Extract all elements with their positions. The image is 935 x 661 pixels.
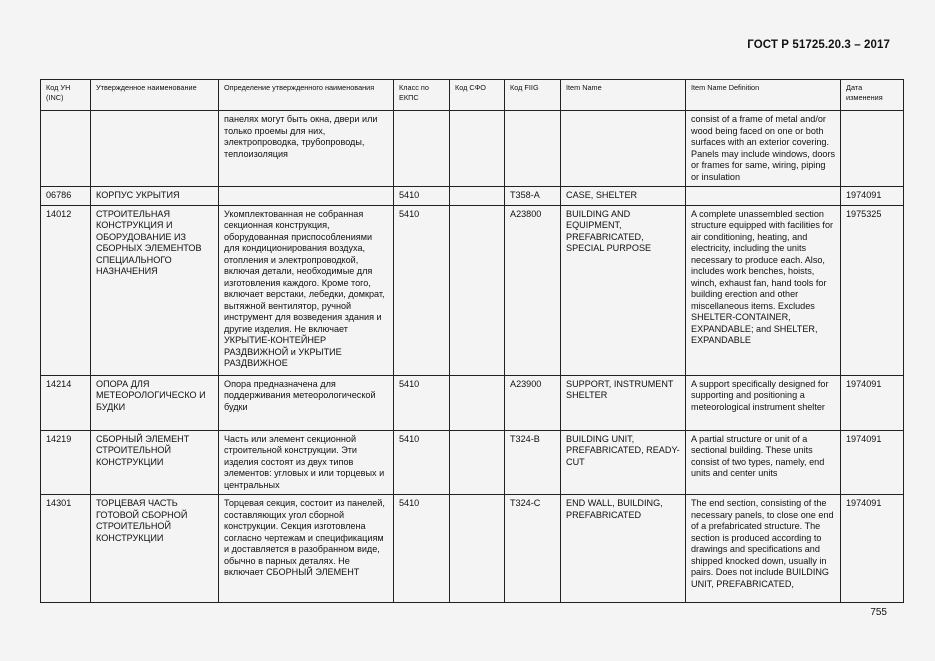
cell-definition-ru: Часть или элемент секционной строительной конструкции. Эти изделия состоят из двух типов элементов: угловых и или торцевых и центральных [219, 430, 394, 495]
cell-item-definition: A partial structure or unit of a sectional building. These units consist of two types, namely, end units and center units [686, 430, 841, 495]
cell-item-name: BUILDING AND EQUIPMENT, PREFABRICATED, SPECIAL PURPOSE [561, 205, 686, 375]
cell-date: 1974091 [841, 187, 904, 206]
cell-class: 5410 [394, 205, 450, 375]
col-header-date: Дата изменения [841, 80, 904, 111]
cell-inc: 14012 [41, 205, 91, 375]
cell-definition-ru [219, 187, 394, 206]
cell-date: 1975325 [841, 205, 904, 375]
cell-item-definition [686, 187, 841, 206]
cell-date: 1974091 [841, 495, 904, 603]
cell-inc: 14214 [41, 375, 91, 430]
cell-fiig: T324-B [505, 430, 561, 495]
table-row [41, 205, 904, 375]
table-header [41, 80, 904, 111]
cell-fiig: A23900 [505, 375, 561, 430]
cell-inc: 14219 [41, 430, 91, 495]
cell-definition-ru: Укомплектованная не собранная секционная конструкция, оборудованная приспособлениями для кондиционирования воздуха, отопления и электропроводкой, включая детали, необходимые для изготовления каждого. Кроме того, включает верстаки, лебедки, домкрат, вытяжной вентилятор, ручной инструмент для возведения здания и другие изделия. Не включает УКРЫТИЕ-КОНТЕЙНЕР РАЗДВИЖНОЙ и УКРЫТИЕ РАЗДВИЖНОЕ [219, 205, 394, 375]
col-header-item-name: Item Name [561, 80, 686, 111]
cell-definition-ru: Опора предназначена для поддерживания метеорологической будки [219, 375, 394, 430]
cell-class: 5410 [394, 495, 450, 603]
cell-name-ru: СБОРНЫЙ ЭЛЕМЕНТ СТРОИТЕЛЬНОЙ КОНСТРУКЦИИ [91, 430, 219, 495]
cell-item-name [561, 111, 686, 187]
cell-date [841, 111, 904, 187]
table-row [41, 430, 904, 495]
cell-item-name: SUPPORT, INSTRUMENT SHELTER [561, 375, 686, 430]
cell-date: 1974091 [841, 375, 904, 430]
cell-sfo [450, 205, 505, 375]
col-header-item-definition: Item Name Definition [686, 80, 841, 111]
cell-inc: 14301 [41, 495, 91, 603]
col-header-inc: Код УН (INC) [41, 80, 91, 111]
col-header-sfo: Код СФО [450, 80, 505, 111]
cell-name-ru [91, 111, 219, 187]
cell-definition-ru: Торцевая секция, состоит из панелей, составляющих угол сборной конструкции. Секция изготовлена согласно чертежам и спецификациям и доставляется в разобранном виде, обычно в парных деталях. Не включает СБОРНЫЙ ЭЛЕМЕНТ [219, 495, 394, 603]
cell-inc [41, 111, 91, 187]
cell-date: 1974091 [841, 430, 904, 495]
col-header-name-ru: Утвержденное наименование [91, 80, 219, 111]
cell-definition-ru: панелях могут быть окна, двери или только проемы для них, электропроводка, трубопроводы, теплоизоляция [219, 111, 394, 187]
table-row [41, 187, 904, 206]
col-header-class: Класс по ЕКПС [394, 80, 450, 111]
col-header-fiig: Код FIIG [505, 80, 561, 111]
cell-class: 5410 [394, 375, 450, 430]
cell-item-name: BUILDING UNIT, PREFABRICATED, READY-CUT [561, 430, 686, 495]
cell-fiig: T358-A [505, 187, 561, 206]
cell-class [394, 111, 450, 187]
cell-class: 5410 [394, 430, 450, 495]
cell-item-name: CASE, SHELTER [561, 187, 686, 206]
cell-item-definition: A support specifically designed for supporting and positioning a meteorological instrument shelter [686, 375, 841, 430]
cell-sfo [450, 495, 505, 603]
cell-name-ru: СТРОИТЕЛЬНАЯ КОНСТРУКЦИЯ И ОБОРУДОВАНИЕ ИЗ СБОРНЫХ ЭЛЕМЕНТОВ СПЕЦИАЛЬНОГО НАЗНАЧЕНИЯ [91, 205, 219, 375]
cell-name-ru: КОРПУС УКРЫТИЯ [91, 187, 219, 206]
cell-sfo [450, 111, 505, 187]
cell-name-ru: ОПОРА ДЛЯ МЕТЕОРОЛОГИЧЕСКО И БУДКИ [91, 375, 219, 430]
cell-fiig: T324-C [505, 495, 561, 603]
cell-item-definition: The end section, consisting of the necessary panels, to close one end of a prefabricated structure. The section is produced according to drawings and specifications and shipped knocked down, usually in pairs. Does not include BUILDING UNIT, PREFABRICATED, [686, 495, 841, 603]
cell-item-definition: A complete unassembled section structure equipped with facilities for air conditioning, heating, and electricity, including the units necessary to produce each. Also, includes work benches, hoists, winch, exhaust fan, hand tools for building erection and other miscellaneous items. Excludes SHELTER-CONTAINER, EXPANDABLE; and SHELTER, EXPANDABLE [686, 205, 841, 375]
col-header-definition-ru: Определение утвержденного наименования [219, 80, 394, 111]
cell-name-ru: ТОРЦЕВАЯ ЧАСТЬ ГОТОВОЙ СБОРНОЙ СТРОИТЕЛЬНОЙ КОНСТРУКЦИИ [91, 495, 219, 603]
cell-class: 5410 [394, 187, 450, 206]
cell-fiig: A23800 [505, 205, 561, 375]
cell-item-definition: consist of a frame of metal and/or wood being faced on one or both surfaces with an exterior covering. Panels may include windows, doors or frames for same, wiring, piping or insulation [686, 111, 841, 187]
table-row [41, 111, 904, 187]
table-row [41, 495, 904, 603]
document-code: ГОСТ Р 51725.20.3 – 2017 [747, 39, 890, 51]
cell-item-name: END WALL, BUILDING, PREFABRICATED [561, 495, 686, 603]
catalog-table [40, 79, 904, 603]
cell-fiig [505, 111, 561, 187]
cell-sfo [450, 375, 505, 430]
cell-sfo [450, 430, 505, 495]
cell-inc: 06786 [41, 187, 91, 206]
page-number: 755 [870, 607, 887, 618]
table-row [41, 375, 904, 430]
cell-sfo [450, 187, 505, 206]
